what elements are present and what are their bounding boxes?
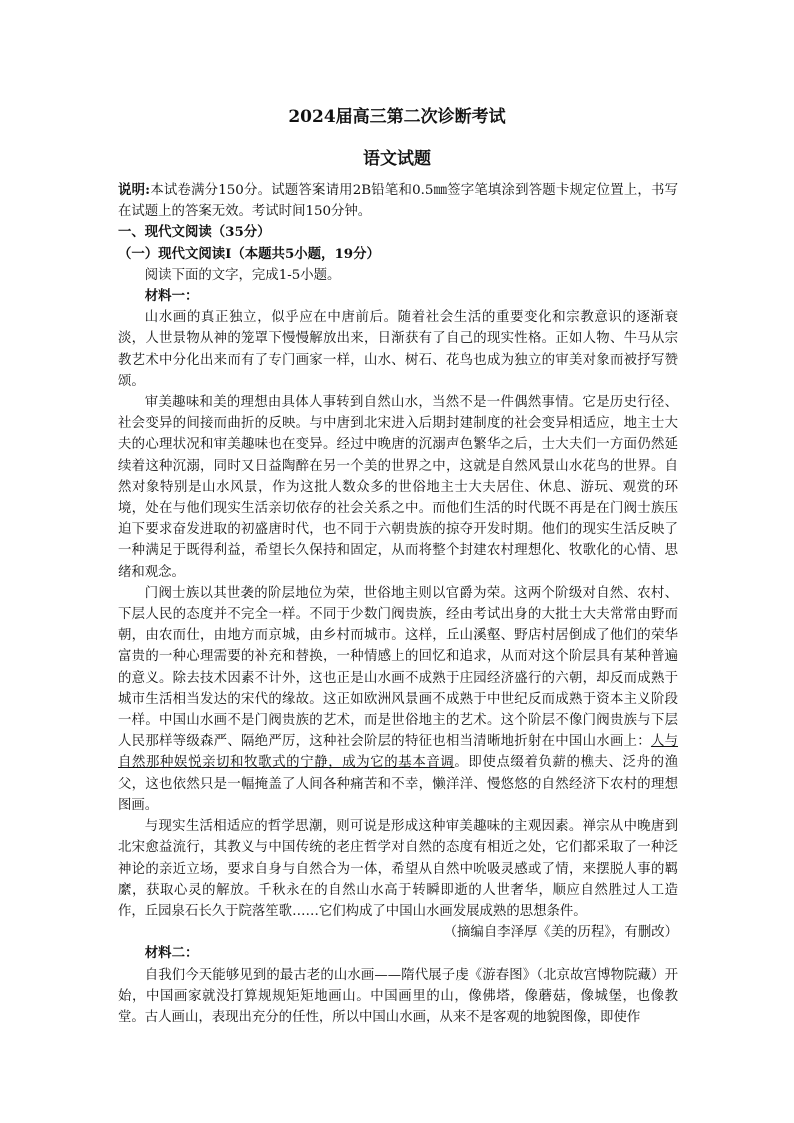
instructions-text: 本试卷满分150分。试题答案请用2B铅笔和0.5㎜签字笔填涂到答题卡规定位置上，书写在试题上的答案无效。考试时间150分钟。	[118, 183, 678, 220]
instructions-label: 说明:	[118, 182, 151, 198]
section-heading: 一、现代文阅读（35分）	[118, 224, 271, 241]
material-one-paragraph-3	[118, 583, 678, 816]
material-one-label: 材料一：	[144, 288, 199, 305]
instructions	[118, 180, 678, 222]
material-one-source: （摘编自李泽厚《美的历程》，有删改）	[443, 925, 678, 941]
material-one-paragraph-2: 审美趣味和美的理想由具体人事转到自然山水，当然不是一件偶然事情。它是历史行径、社会变异的间接而曲折的反映。与中唐到北宋进入后期封建制度的社会变异相适应，地主士大夫的心理状况和审美趣味也在变异。经过中晚唐的沉溺声色繁华之后，士大夫们一方面仍然延续着这种沉溺，同时又日益陶醉在另一个美的世界之中，这就是自然风景山水花鸟的世界。自然对象特别是山水风景，作为这批人数众多的世俗地主士大夫居住、休息、游玩、观赏的环境，处在与他们现实生活亲切依存的社会关系之中。而他们生活的时代既不再是在门阀士族压迫下要求奋发进取的初盛唐时代，也不同于六朝贵族的掠夺开发时期。他们的现实生活反映了一种满足于既得利益，希望长久保持和固定，从而将整个封建农村理想化、牧歌化的心情、思绪和观念。	[118, 395, 678, 580]
reading-prompt: 阅读下面的文字，完成1-5小题。	[144, 267, 341, 283]
material-two-label: 材料二：	[144, 945, 199, 962]
material-one-paragraph-4: 与现实生活相适应的哲学思潮，则可说是形成这种审美趣味的主观因素。禅宗从中晚唐到北宋愈益流行，其教义与中国传统的老庄哲学对自然的态度有相近之处，它们都采取了一种泛神论的亲近立场，要求自身与自然合为一体，希望从自然中吮吸灵感或了情，来摆脱人事的羁縻，获取心灵的解放。千秋永在的自然山水高于转瞬即逝的人世奢华，顺应自然胜过人工造作，丘园泉石长久于院落笙歌……它们构成了中国山水画发展成熟的思想条件。	[118, 819, 678, 919]
paragraph-3-text-after: 。即使点缀着负薪的樵夫、泛舟的渔父，这也依然只是一幅掩盖了人间各种痛苦和不幸，懒洋洋、慢悠悠的自然经济下农村的理想图画。	[118, 755, 678, 813]
material-two-paragraph: 自我们今天能够见到的最古老的山水画——隋代展子虔《游春图》（北京故宫博物院藏）开始，中国画家就没打算规规矩矩地画山。中国画里的山，像佛塔，像蘑菇，像城堡，也像教堂。古人画山，表现出充分的任性，所以中国山水画，从来不是客观的地貌图像，即使作	[118, 967, 678, 1025]
paragraph-3-text-before: 门阀士族以其世袭的阶层地位为荣，世俗地主则以官爵为荣。这两个阶级对自然、农村、下层人民的态度并不完全一样。不同于少数门阀贵族，经由考试出身的大批士大夫常常由野而朝，由农而仕，由地方而京城，由乡村而城市。这样，丘山溪壑、野店村居倒成了他们的荣华富贵的一种心理需要的补充和替换，一种情感上的回忆和追求，从而对这个阶层具有某种普遍的意义。除去技术因素不计外，这也正是山水画不成熟于庄园经济盛行的六朝，却反而成熟于城市生活相当发达的宋代的缘故。这正如欧洲风景画不成熟于中世纪反而成熟于资本主义阶段一样。中国山水画不是门阀贵族的艺术，而是世俗地主的艺术。这个阶层不像门阀贵族与下层人民那样等级森严、隔绝严厉，这种社会阶层的特征也相当清晰地折射在中国山水画上：	[118, 585, 678, 750]
exam-title: 2024届高三第二次诊断考试	[288, 107, 506, 127]
sub-section-heading: （一）现代文阅读I（本题共5小题，19分）	[118, 245, 380, 262]
material-one-paragraph-1: 山水画的真正独立，似乎应在中唐前后。随着社会生活的重要变化和宗教意识的逐渐衰淡，人世景物从神的笼罩下慢慢解放出来，日渐获有了自己的现实性格。正如人物、牛马从宗教艺术中分化出来而有了专门画家一样，山水、树石、花鸟也成为独立的审美对象而被抒写赞颂。	[118, 310, 678, 389]
document-body	[118, 180, 678, 1028]
subject-title: 语文试题	[363, 149, 431, 169]
underlined-sentence: 人与自然那种娱悦亲切和牧歌式的宁静，成为它的基本音调	[118, 734, 679, 771]
